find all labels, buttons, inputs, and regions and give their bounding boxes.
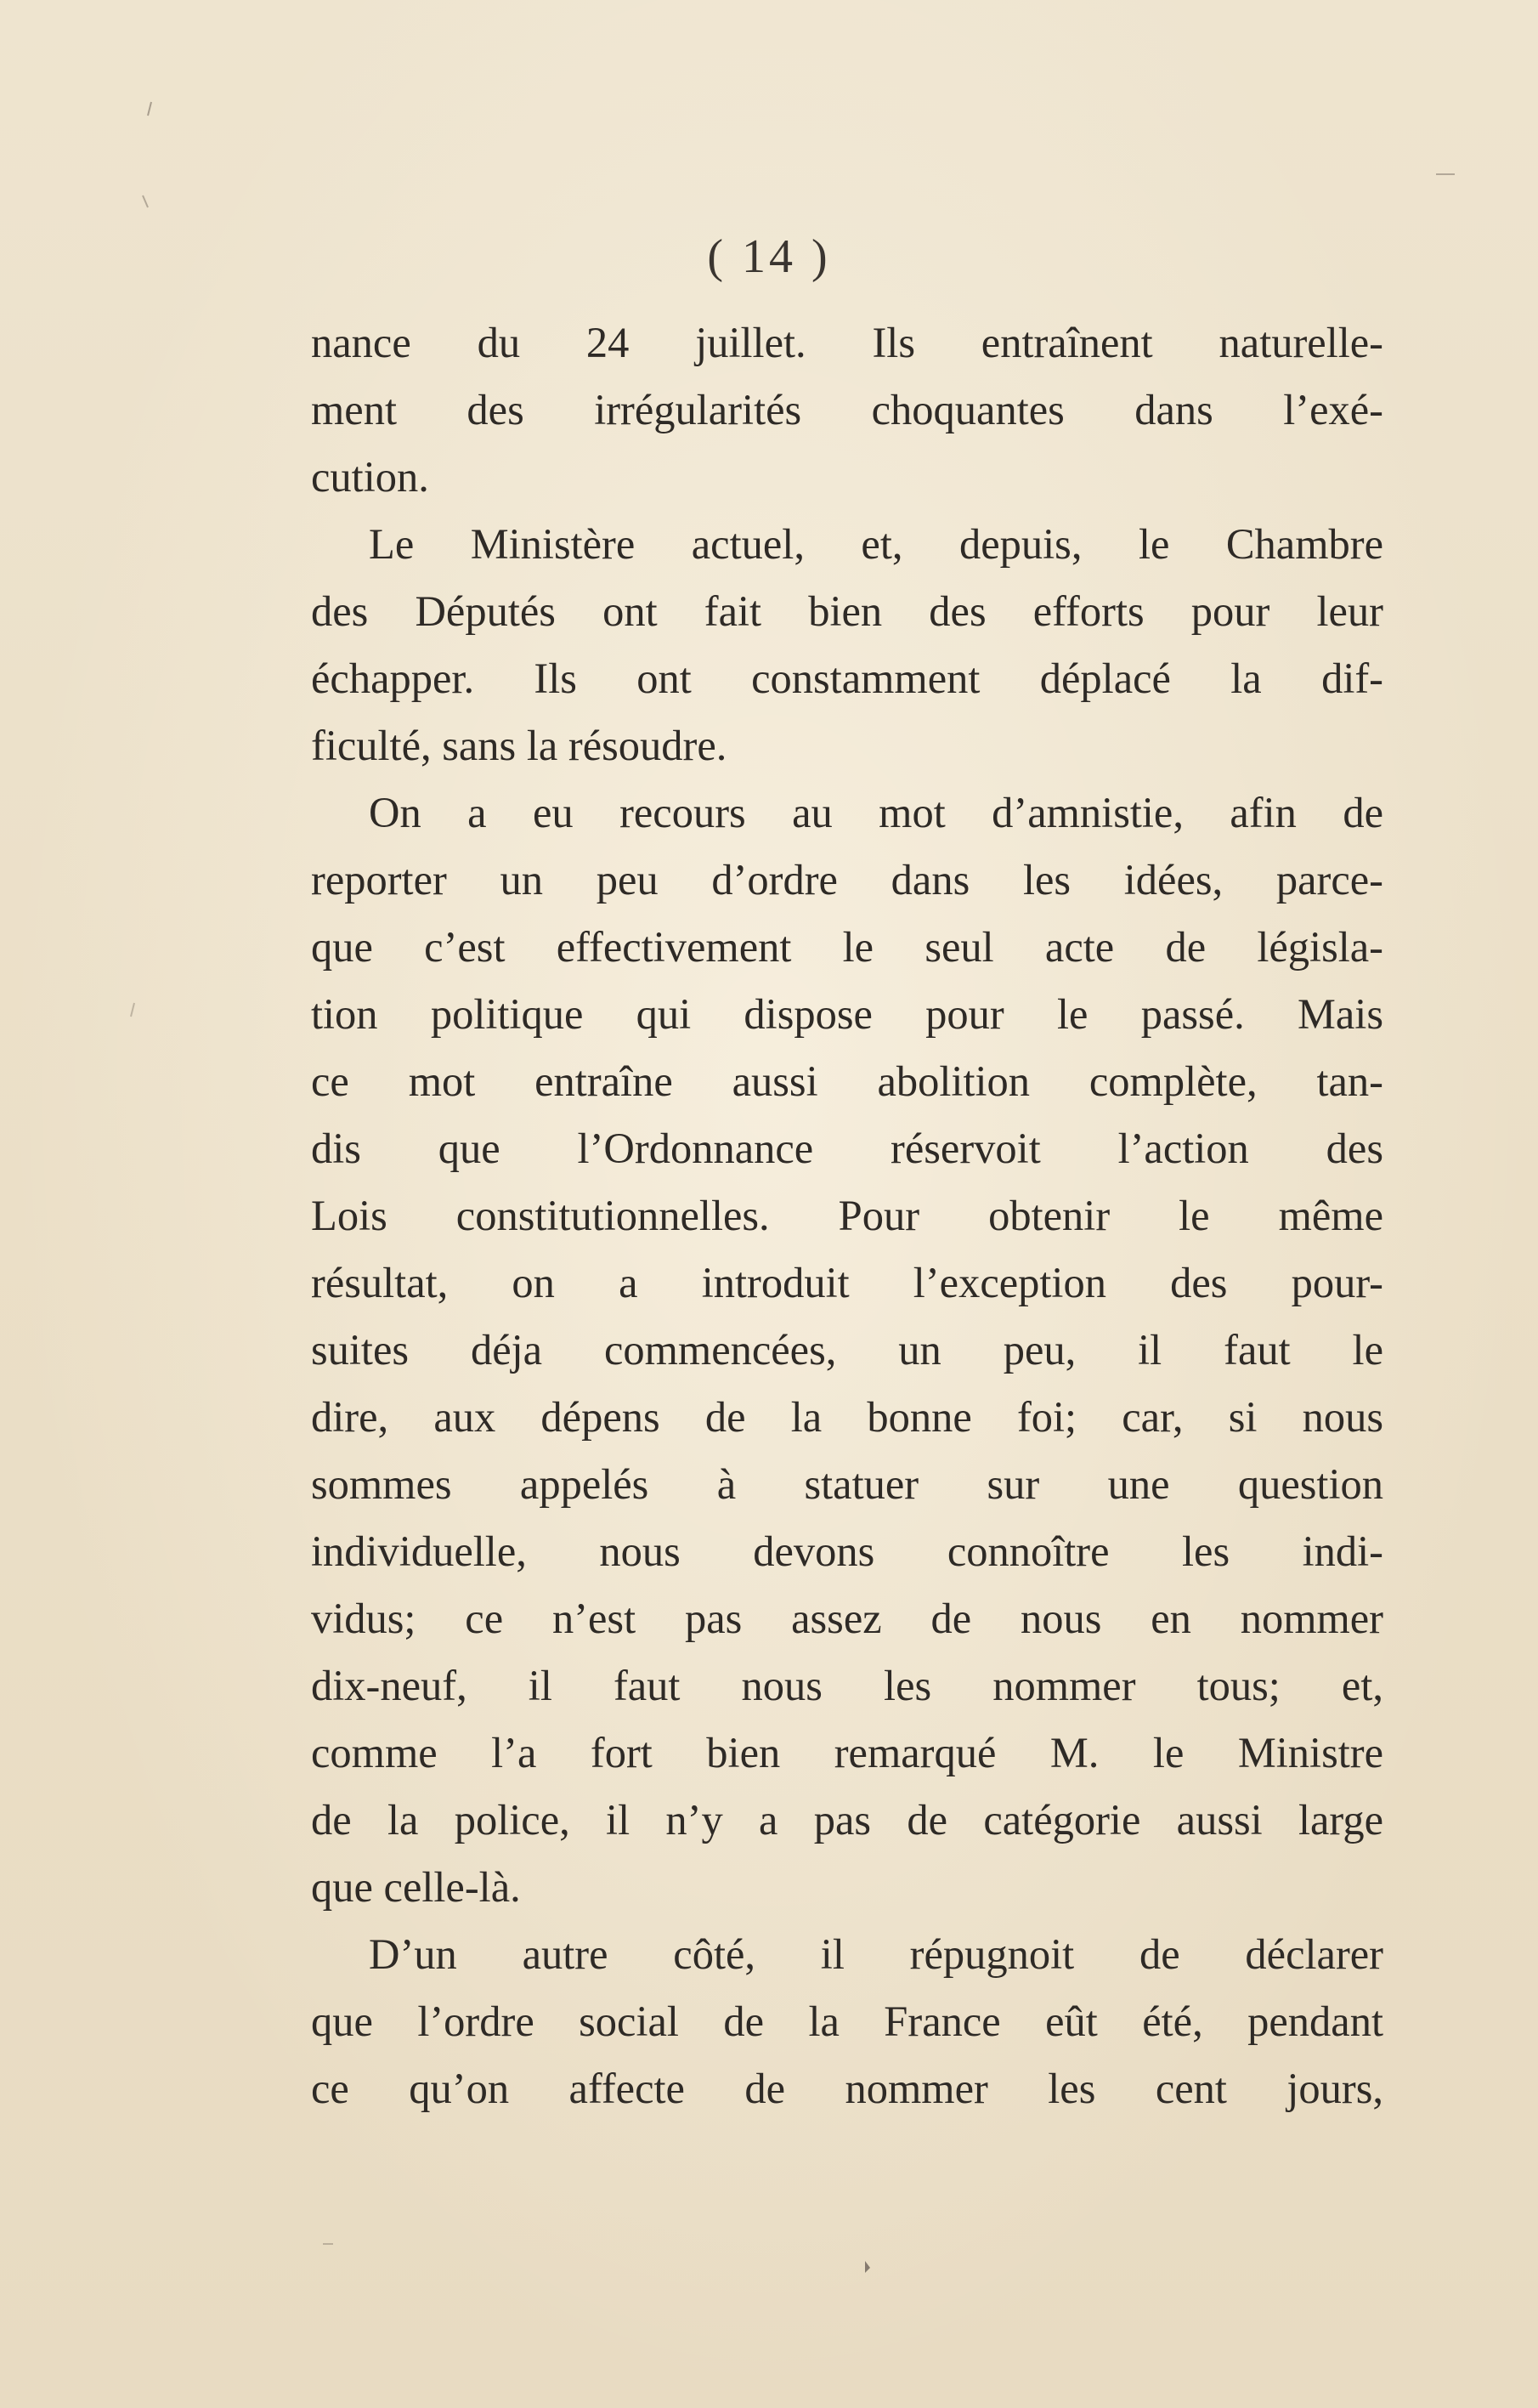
text-line: ment des irrégularités choquantes dans l’exé- (311, 386, 1383, 433)
text-line: cution. (311, 453, 429, 501)
text-line: que c’est effectivement le seul acte de législa- (311, 923, 1383, 971)
text-line: des Députés ont fait bien des efforts pour leur (311, 587, 1383, 635)
text-line: Le Ministère actuel, et, depuis, le Chambre (369, 520, 1383, 568)
page-number: ( 14 ) (707, 230, 831, 283)
speck-mark (865, 2261, 870, 2273)
text-line: suites déja commencées, un peu, il faut le (311, 1326, 1383, 1374)
text-line: dix-neuf, il faut nous les nommer tous; et, (311, 1662, 1383, 1709)
text-line: que l’ordre social de la France eût été, pendant (311, 1997, 1383, 2045)
text-line: sommes appelés à statuer sur une question (311, 1460, 1383, 1508)
text-line: Lois constitutionnelles. Pour obtenir le même (311, 1192, 1383, 1239)
speck-mark (143, 195, 148, 207)
text-line: de la police, il n’y a pas de catégorie aussi large (311, 1796, 1383, 1844)
body-text (311, 309, 1383, 2122)
text-line: dire, aux dépens de la bonne foi; car, si nous (311, 1393, 1383, 1441)
text-line: échapper. Ils ont constamment déplacé la dif- (311, 654, 1383, 702)
text-line: que celle-là. (311, 1863, 521, 1911)
text-line: individuelle, nous devons connoître les indi- (311, 1527, 1383, 1575)
text-line: On a eu recours au mot d’amnistie, afin de (369, 789, 1383, 836)
text-line: D’un autre côté, il répugnoit de déclarer (369, 1930, 1383, 1978)
text-line: ce qu’on affecte de nommer les cent jours, (311, 2065, 1383, 2112)
text-line: comme l’a fort bien remarqué M. le Ministre (311, 1729, 1383, 1776)
text-line: résultat, on a introduit l’exception des pour- (311, 1259, 1383, 1306)
speck-mark (131, 1003, 134, 1017)
text-line: ficulté, sans la résoudre. (311, 722, 727, 769)
speck-mark (148, 102, 151, 116)
text-line: tion politique qui dispose pour le passé. Mais (311, 990, 1383, 1038)
text-line: nance du 24 juillet. Ils entraînent naturelle- (311, 319, 1383, 366)
text-line: reporter un peu d’ordre dans les idées, parce- (311, 856, 1383, 904)
text-line: ce mot entraîne aussi abolition complète, tan- (311, 1057, 1383, 1105)
text-line: dis que l’Ordonnance réservoit l’action des (311, 1125, 1383, 1172)
text-line: vidus; ce n’est pas assez de nous en nommer (311, 1595, 1383, 1642)
